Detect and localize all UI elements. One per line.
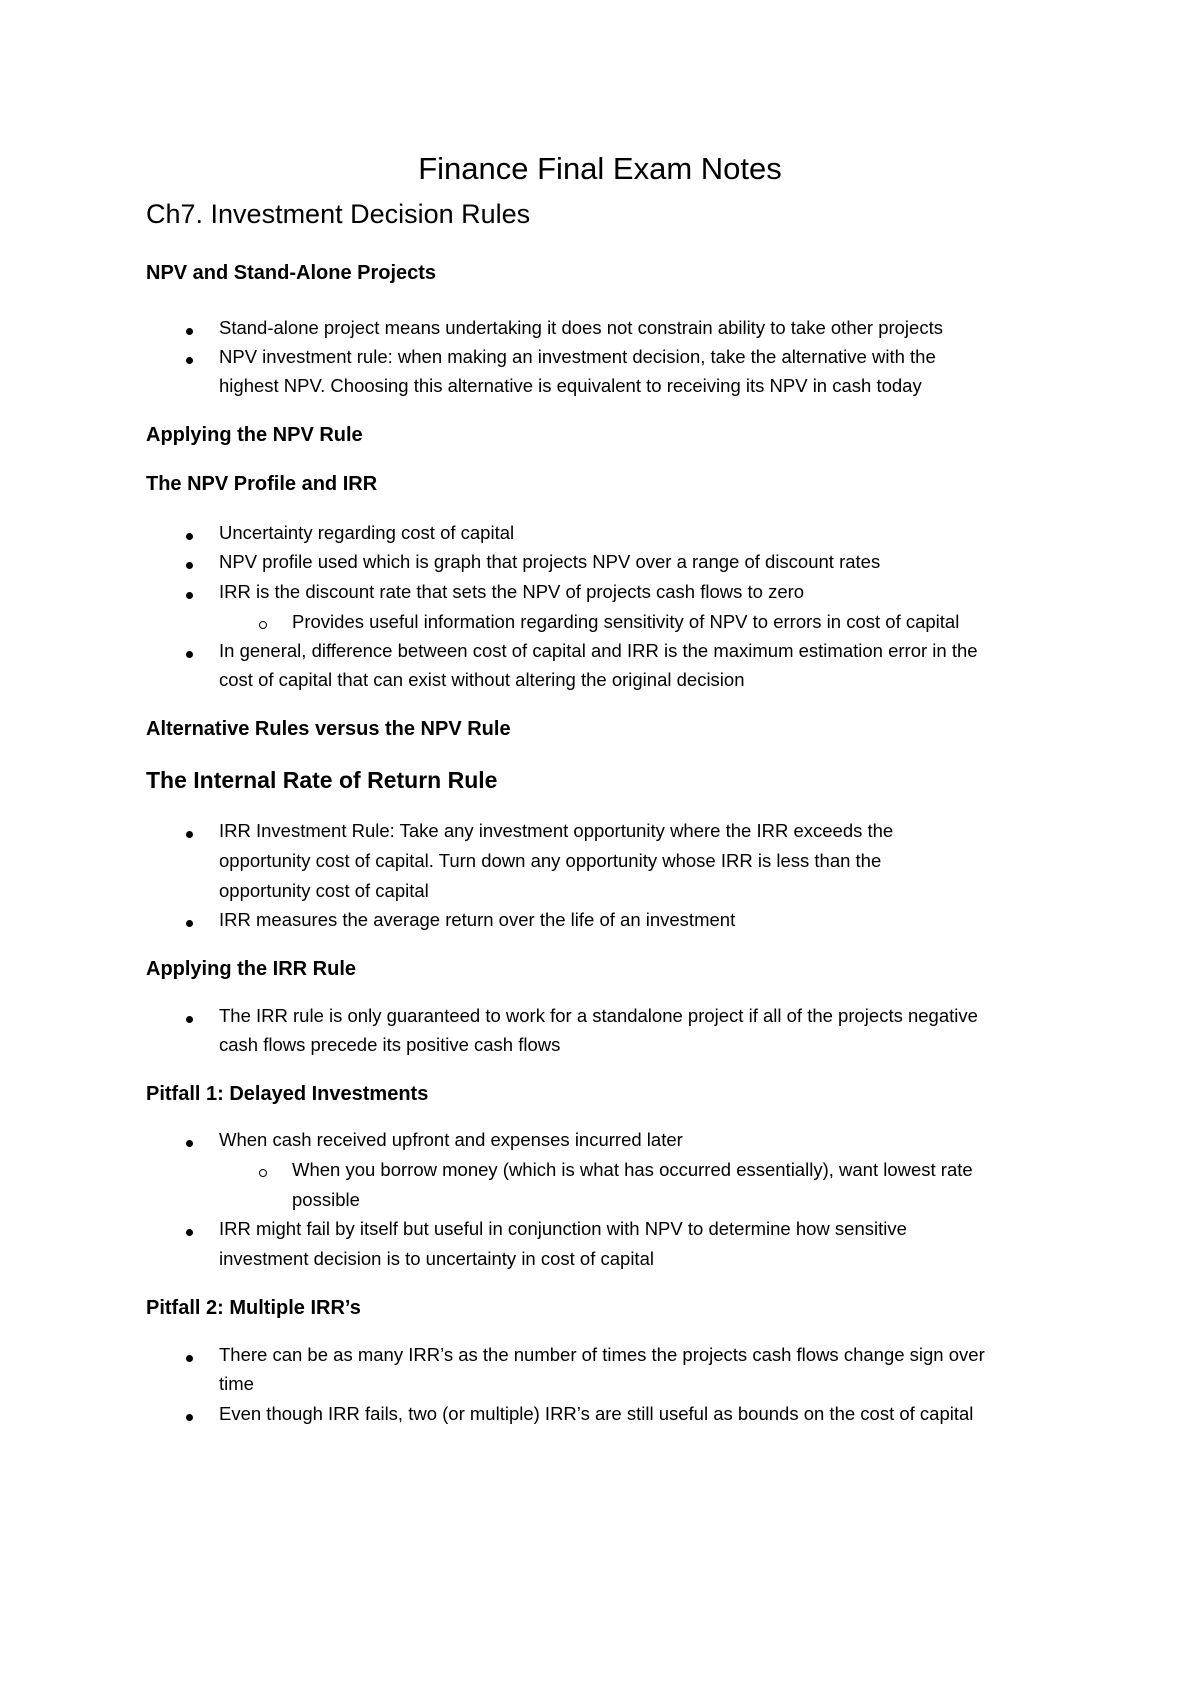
bullet-icon bbox=[186, 831, 193, 838]
list-item: Uncertainty regarding cost of capital bbox=[219, 522, 515, 543]
sub-list-item: Provides useful information regarding sensitivity of NPV to errors in cost of capital bbox=[292, 611, 960, 632]
chapter-heading: Ch7. Investment Decision Rules bbox=[146, 199, 531, 229]
list-item-continuation: opportunity cost of capital bbox=[219, 880, 429, 901]
list-item: Stand-alone project means undertaking it does not constrain ability to take other projects bbox=[219, 317, 943, 338]
section-heading-npv-profile: The NPV Profile and IRR bbox=[146, 473, 378, 495]
bullet-icon bbox=[186, 592, 193, 599]
section-heading-applying-irr: Applying the IRR Rule bbox=[146, 958, 356, 980]
list-item-continuation: cost of capital that can exist without altering the original decision bbox=[219, 669, 745, 690]
list-item-continuation: cash flows precede its positive cash flows bbox=[219, 1034, 561, 1055]
section-heading-pitfall-1: Pitfall 1: Delayed Investments bbox=[146, 1083, 429, 1105]
list-item: There can be as many IRR’s as the number of times the projects cash flows change sign over bbox=[219, 1344, 985, 1365]
sub-list-item: When you borrow money (which is what has occurred essentially), want lowest rate bbox=[292, 1159, 973, 1180]
section-heading-applying-npv: Applying the NPV Rule bbox=[146, 424, 363, 446]
bullet-icon bbox=[186, 533, 193, 540]
list-item: When cash received upfront and expenses incurred later bbox=[219, 1129, 683, 1150]
section-heading-npv-standalone: NPV and Stand-Alone Projects bbox=[146, 262, 437, 284]
bullet-icon bbox=[186, 1355, 193, 1362]
list-item-continuation: investment decision is to uncertainty in cost of capital bbox=[219, 1248, 654, 1269]
bullet-icon bbox=[186, 562, 193, 569]
bullet-icon bbox=[186, 328, 193, 335]
bullet-icon bbox=[186, 1414, 193, 1421]
list-item: NPV profile used which is graph that projects NPV over a range of discount rates bbox=[219, 551, 881, 572]
bullet-icon bbox=[186, 357, 193, 364]
bullet-icon bbox=[186, 651, 193, 658]
sub-list-item-continuation: possible bbox=[292, 1189, 360, 1210]
list-item: IRR measures the average return over the life of an investment bbox=[219, 909, 736, 930]
list-item: IRR might fail by itself but useful in conjunction with NPV to determine how sensitive bbox=[219, 1218, 907, 1239]
list-item: IRR Investment Rule: Take any investment opportunity where the IRR exceeds the bbox=[219, 820, 894, 841]
document-title: Finance Final Exam Notes bbox=[418, 151, 782, 186]
list-item: IRR is the discount rate that sets the NPV of projects cash flows to zero bbox=[219, 581, 805, 602]
bullet-icon bbox=[186, 1140, 193, 1147]
bullet-icon bbox=[186, 920, 193, 927]
sub-bullet-icon bbox=[259, 1169, 267, 1177]
list-item: The IRR rule is only guaranteed to work for a standalone project if all of the projects negative bbox=[219, 1005, 978, 1026]
bullet-icon bbox=[186, 1229, 193, 1236]
list-item: NPV investment rule: when making an investment decision, take the alternative with the bbox=[219, 346, 936, 367]
list-item-continuation: time bbox=[219, 1373, 254, 1394]
sub-bullet-icon bbox=[259, 621, 267, 629]
list-item-continuation: opportunity cost of capital. Turn down any opportunity whose IRR is less than the bbox=[219, 850, 882, 871]
section-heading-alternative-rules: Alternative Rules versus the NPV Rule bbox=[146, 718, 511, 740]
bullet-icon bbox=[186, 1016, 193, 1023]
list-item-continuation: highest NPV. Choosing this alternative is equivalent to receiving its NPV in cash today bbox=[219, 375, 922, 396]
section-heading-pitfall-2: Pitfall 2: Multiple IRR’s bbox=[146, 1297, 361, 1319]
list-item: Even though IRR fails, two (or multiple) IRR’s are still useful as bounds on the cost of capital bbox=[219, 1403, 974, 1424]
list-item: In general, difference between cost of capital and IRR is the maximum estimation error in the bbox=[219, 640, 978, 661]
section-heading-irr-rule: The Internal Rate of Return Rule bbox=[146, 767, 498, 793]
